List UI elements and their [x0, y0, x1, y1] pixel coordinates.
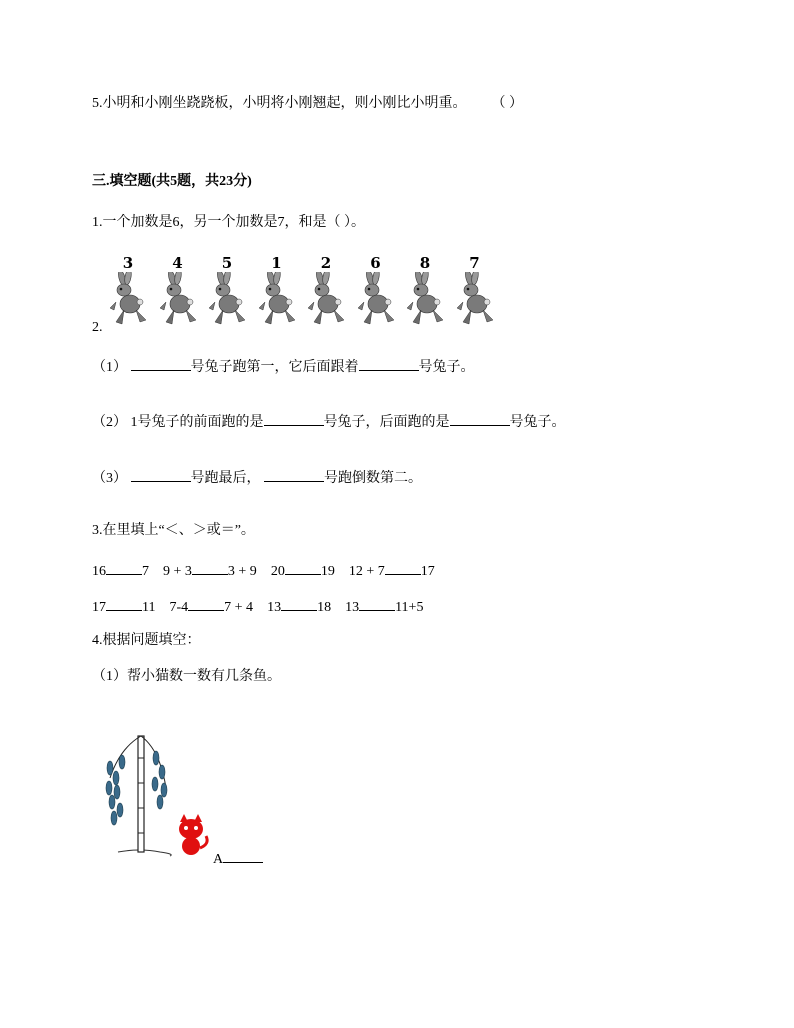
rabbit-icon: [354, 272, 400, 328]
sub2-prefix: （2） 1号兔子的前面跑的是: [92, 415, 264, 430]
compare-item: [345, 600, 423, 615]
rabbit-icon: [255, 272, 301, 328]
answer-blank[interactable]: [131, 356, 191, 371]
answer-a: [213, 848, 263, 869]
compare-left: 16: [92, 564, 106, 579]
fish-pole-scene: [100, 728, 280, 868]
compare-row-1: [92, 560, 449, 581]
rabbit-number: 5: [221, 254, 233, 272]
compare-left: 12 + 7: [348, 564, 385, 579]
question-5: [92, 95, 523, 113]
rabbit-number: 4: [172, 254, 183, 272]
question-2-sub1: [92, 356, 475, 377]
rabbit-2: [156, 250, 206, 330]
sub3-mid: 号跑最后，: [190, 471, 261, 486]
compare-right: 17: [420, 564, 435, 579]
sub3-prefix: （3）: [92, 471, 127, 486]
rabbit-number: 8: [419, 254, 431, 272]
rabbit-5: [304, 250, 354, 330]
answer-blank[interactable]: [131, 467, 191, 482]
answer-blank[interactable]: [264, 411, 324, 426]
question-3-title: 3.在里填上“＜、＞或＝”。: [92, 523, 255, 538]
compare-left: 13: [267, 600, 282, 615]
rabbit-8: [453, 250, 503, 330]
section-title: 三.填空题(共5题，共23分): [92, 174, 252, 189]
compare-blank[interactable]: [192, 560, 228, 575]
sub1-prefix: （1）: [92, 360, 127, 375]
rabbit-number: 7: [469, 254, 480, 272]
sub1-mid: 号兔子跑第一，它后面跟着: [190, 360, 359, 375]
rabbit-number: 1: [271, 254, 282, 272]
compare-left: 17: [92, 600, 106, 615]
compare-blank[interactable]: [281, 596, 317, 611]
question-1: 1.一个加数是6，另一个加数是7，和是（ ）。: [92, 215, 365, 230]
sub3-end: 号跑倒数第二。: [324, 471, 422, 486]
compare-right: 3 + 9: [227, 564, 257, 579]
answer-blank[interactable]: [450, 411, 510, 426]
sub1-end: 号兔子。: [418, 360, 475, 375]
fishing-pole-illustration: [100, 728, 280, 868]
compare-blank[interactable]: [106, 596, 142, 611]
rabbit-1: [106, 250, 156, 330]
sub2-end: 号兔子。: [509, 415, 566, 430]
answer-blank[interactable]: [264, 467, 324, 482]
compare-right: 18: [317, 600, 332, 615]
compare-item: [267, 600, 331, 615]
rabbit-row: [106, 250, 498, 330]
rabbit-3: [205, 250, 255, 330]
cat-icon: [179, 814, 207, 855]
compare-blank[interactable]: [359, 596, 395, 611]
compare-left: 13: [345, 600, 360, 615]
answer-blank[interactable]: [359, 356, 419, 371]
question-2-sub2: [92, 411, 566, 432]
compare-left: 9 + 3: [163, 564, 192, 579]
question-5-text: 5.小明和小刚坐跷跷板，小明将小刚翘起，则小刚比小明重。: [92, 96, 467, 111]
compare-item: [271, 564, 335, 579]
rabbit-icon: [106, 272, 152, 328]
compare-blank[interactable]: [385, 560, 421, 575]
rabbit-icon: [205, 272, 251, 328]
compare-right: 11+5: [395, 600, 424, 615]
rabbit-6: [354, 250, 404, 330]
sub2-mid: 号兔子，后面跑的是: [323, 415, 450, 430]
compare-blank[interactable]: [188, 596, 224, 611]
rabbit-number: 6: [370, 254, 381, 272]
compare-blank[interactable]: [285, 560, 321, 575]
rabbit-number: 3: [122, 254, 134, 272]
answer-blank[interactable]: [223, 848, 263, 863]
compare-left: 20: [270, 564, 285, 579]
rabbit-number: 2: [320, 254, 332, 272]
compare-blank[interactable]: [106, 560, 142, 575]
rabbit-icon: [453, 272, 499, 328]
compare-right: 19: [320, 564, 335, 579]
rabbit-4: [255, 250, 305, 330]
rabbit-icon: [403, 272, 449, 328]
compare-item: [169, 600, 253, 615]
rabbit-icon: [156, 272, 202, 328]
compare-item: [92, 600, 155, 615]
question-2-sub3: [92, 467, 422, 488]
compare-item: [92, 564, 149, 579]
answer-label: A: [213, 852, 224, 867]
compare-item: [349, 564, 435, 579]
compare-item: [163, 564, 257, 579]
rabbit-icon: [304, 272, 350, 328]
question-4-sub1: （1）帮小猫数一数有几条鱼。: [92, 669, 281, 684]
compare-right: 11: [142, 600, 156, 615]
compare-row-2: [92, 596, 437, 617]
compare-right: 7 + 4: [224, 600, 254, 615]
question-2-label: 2.: [92, 320, 103, 335]
compare-right: 7: [142, 564, 149, 579]
compare-left: 7-4: [169, 600, 189, 615]
rabbit-7: [403, 250, 453, 330]
answer-parentheses: （ ）: [491, 96, 523, 111]
question-4-title: 4.根据问题填空：: [92, 633, 201, 648]
